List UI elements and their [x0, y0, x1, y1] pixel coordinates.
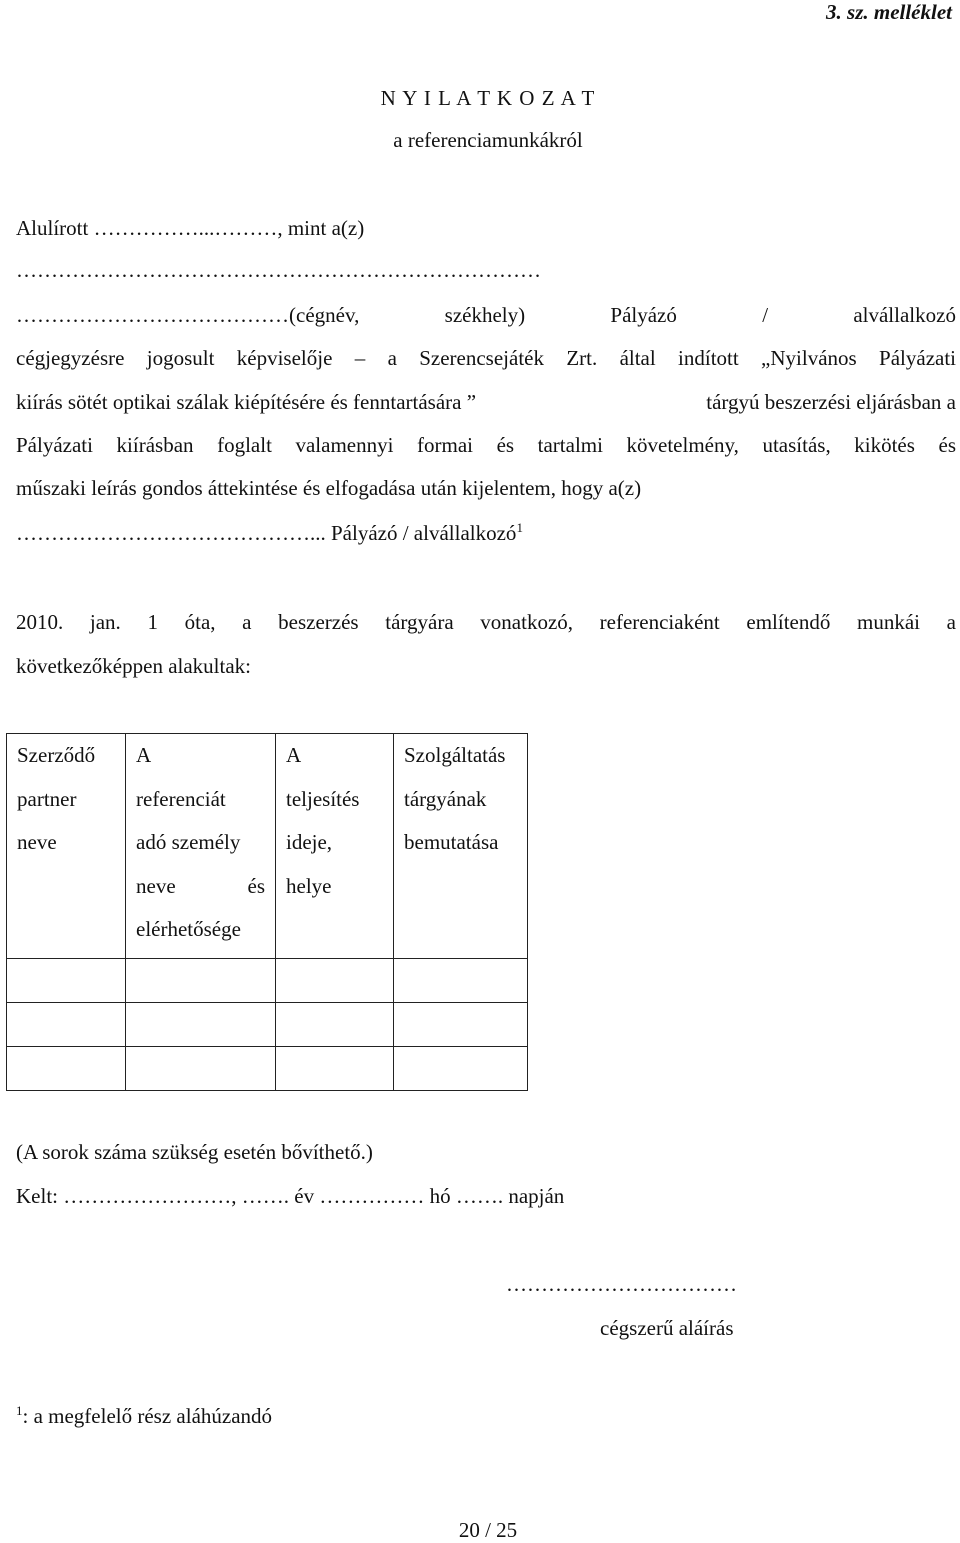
header-text: neve — [17, 830, 57, 854]
header-text: tárgyának — [404, 786, 487, 811]
header-text — [136, 865, 265, 909]
header-contact — [126, 734, 276, 959]
header-text: bemutatása — [404, 830, 499, 854]
table-cell[interactable] — [276, 959, 394, 1003]
declaration-role: Pályázó / alvállalkozó — [325, 521, 517, 545]
header-performance — [276, 734, 394, 959]
table-cell[interactable] — [126, 959, 276, 1003]
table-cell[interactable] — [276, 1003, 394, 1047]
declaration-word: Pályázó — [610, 303, 677, 327]
header-service — [394, 734, 528, 959]
declaration-word: székhely) — [444, 303, 526, 327]
table-header-row — [7, 734, 528, 959]
declaration-word: / — [762, 303, 769, 327]
declaration-line-5 — [16, 390, 956, 415]
header-text: ideje, — [286, 830, 333, 854]
declaration-name-blank: ……………...………, mint a(z) — [93, 216, 365, 240]
page-number: 20 / 25 — [458, 1518, 518, 1542]
header-partner — [7, 734, 126, 959]
header-text: referenciát — [136, 786, 226, 811]
header-word: neve — [136, 873, 176, 898]
declaration-line-8 — [16, 520, 523, 546]
table-cell[interactable] — [7, 959, 126, 1003]
header-text: Szerződő — [17, 743, 96, 767]
table-cell[interactable] — [276, 1047, 394, 1091]
header-text: Szolgáltatás — [404, 743, 506, 767]
declaration-subject: kiírás sötét optikai szálak kiépítésére és fenntartására ” — [16, 390, 477, 414]
declaration-company-blank: ………………………………………………………………… — [16, 258, 541, 282]
table-row — [7, 1047, 528, 1091]
header-text: partner — [17, 786, 77, 811]
table-row — [7, 959, 528, 1003]
declaration-word: alvállalkozó — [853, 303, 956, 327]
footnote-mark: 1 — [16, 1403, 23, 1418]
document-subtitle: a referenciamunkákról — [393, 128, 583, 152]
header-text: elérhetősége — [136, 917, 241, 941]
table-cell[interactable] — [7, 1047, 126, 1091]
declaration-word: (cégnév, — [289, 303, 360, 327]
declaration-subject-tail: tárgyú beszerzési eljárásban a — [706, 390, 956, 414]
declaration-line-10: következőképpen alakultak: — [16, 654, 251, 678]
header-text: teljesítés — [286, 786, 360, 811]
reference-table — [6, 733, 528, 1091]
date-label: Kelt: — [16, 1184, 58, 1208]
date-line — [16, 1184, 564, 1209]
table-cell[interactable] — [394, 1003, 528, 1047]
footnote — [16, 1403, 272, 1429]
header-text: A — [136, 743, 152, 767]
table-cell[interactable] — [7, 1003, 126, 1047]
signature-label: cégszerű aláírás — [600, 1316, 734, 1340]
table-cell[interactable] — [394, 959, 528, 1003]
header-text: A — [286, 743, 302, 767]
document-title: N Y I L A T K O Z A T — [380, 86, 596, 110]
declaration-line-7: műszaki leírás gondos áttekintése és elfogadása után kijelentem, hogy a(z) — [16, 476, 642, 500]
header-word: és — [247, 873, 265, 898]
declaration-line-9: 2010. jan. 1 óta, a beszerzés tárgyára vonatkozó, referenciaként említendő munkái a — [16, 610, 956, 634]
table-row — [7, 1003, 528, 1047]
declaration-line-1 — [16, 216, 364, 241]
table-cell[interactable] — [394, 1047, 528, 1091]
declaration-line-4: cégjegyzésre jogosult képviselője – a Szerencsejáték Zrt. által indított „Nyilvános Pályázati — [16, 346, 956, 370]
table-note: (A sorok száma szükség esetén bővíthető.) — [16, 1140, 373, 1164]
footnote-marker: 1 — [516, 520, 523, 535]
declaration-seat-blank: ………………………………… — [16, 303, 289, 327]
date-blank: ……………………, ……. év …………… hó ……. napján — [63, 1184, 565, 1208]
table-cell[interactable] — [126, 1003, 276, 1047]
table-cell[interactable] — [126, 1047, 276, 1091]
declaration-line-6: Pályázati kiírásban foglalt valamennyi formai és tartalmi követelmény, utasítás, kikötés és — [16, 433, 956, 457]
declaration-prefix: Alulírott — [16, 216, 89, 240]
signature-line: …………………………… — [506, 1272, 737, 1296]
header-text: adó személy — [136, 830, 241, 854]
header-text: helye — [286, 873, 332, 898]
declaration-line-3 — [16, 303, 956, 328]
annex-label: 3. sz. melléklet — [826, 0, 952, 24]
declaration-applicant-blank: ……………………………………... — [16, 521, 326, 545]
footnote-text: : a megfelelő rész aláhúzandó — [22, 1404, 273, 1428]
